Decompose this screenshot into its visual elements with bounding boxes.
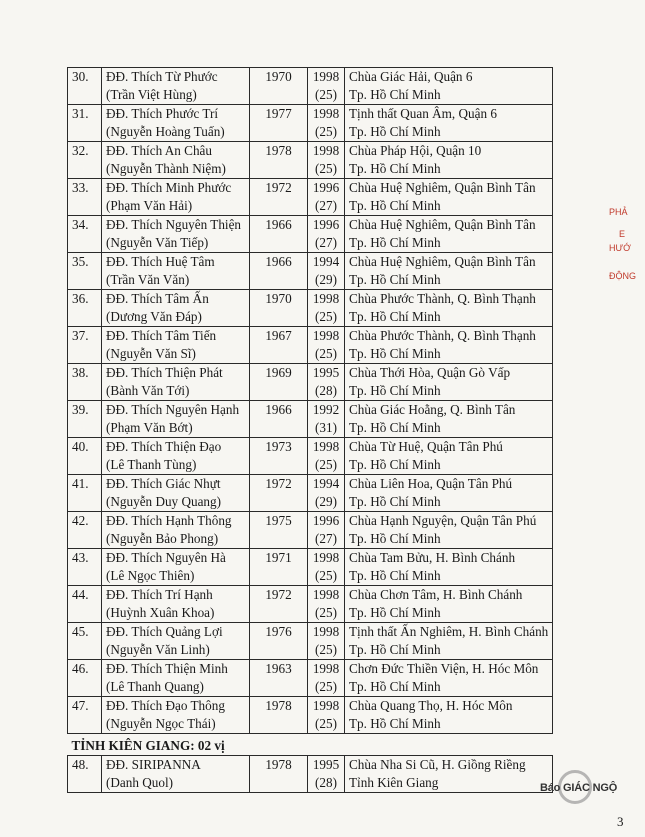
ordination-age: (29) bbox=[315, 494, 337, 509]
ordination-age: (25) bbox=[315, 309, 337, 324]
table-row bbox=[68, 253, 553, 290]
monk-name-cell bbox=[102, 660, 250, 697]
lay-name: (Dương Văn Đáp) bbox=[106, 309, 202, 324]
table-row bbox=[68, 549, 553, 586]
row-number: 48. bbox=[68, 756, 102, 793]
temple-city: Tp. Hồ Chí Minh bbox=[349, 272, 441, 287]
ordination-year: 1998 bbox=[312, 587, 340, 602]
monk-name-cell bbox=[102, 549, 250, 586]
ordination-age: (25) bbox=[315, 642, 337, 657]
temple-city: Tp. Hồ Chí Minh bbox=[349, 235, 441, 250]
birth-year: 1969 bbox=[250, 364, 308, 401]
temple-city: Tp. Hồ Chí Minh bbox=[349, 494, 441, 509]
temple-name: Chùa Phước Thành, Q. Bình Thạnh bbox=[349, 328, 536, 343]
ordination-year: 1996 bbox=[312, 180, 340, 195]
lay-name: (Trần Việt Hùng) bbox=[106, 87, 197, 102]
ordination-age: (31) bbox=[315, 420, 337, 435]
temple-cell bbox=[345, 364, 553, 401]
temple-cell bbox=[345, 756, 553, 793]
section-title: TỈNH KIÊN GIANG: 02 vị bbox=[68, 734, 553, 756]
ordination-year: 1998 bbox=[312, 69, 340, 84]
monk-name-cell bbox=[102, 142, 250, 179]
ordination-year: 1998 bbox=[312, 106, 340, 121]
ordination-year: 1996 bbox=[312, 513, 340, 528]
temple-city: Tỉnh Kiên Giang bbox=[349, 775, 439, 790]
row-number: 46. bbox=[68, 660, 102, 697]
lay-name: (Nguyễn Bảo Phong) bbox=[106, 531, 219, 546]
ordination-cell bbox=[308, 68, 345, 105]
table-row bbox=[68, 68, 553, 105]
temple-name: Chùa Huệ Nghiêm, Quận Bình Tân bbox=[349, 254, 536, 269]
row-number: 44. bbox=[68, 586, 102, 623]
birth-year: 1978 bbox=[250, 697, 308, 734]
birth-year: 1966 bbox=[250, 216, 308, 253]
ordination-year: 1998 bbox=[312, 698, 340, 713]
ordination-year: 1998 bbox=[312, 328, 340, 343]
ordination-age: (25) bbox=[315, 605, 337, 620]
dharma-name: ĐĐ. Thích Thiện Phát bbox=[106, 365, 223, 380]
ordination-cell bbox=[308, 216, 345, 253]
birth-year: 1972 bbox=[250, 586, 308, 623]
row-number: 37. bbox=[68, 327, 102, 364]
table-row bbox=[68, 660, 553, 697]
monk-name-cell bbox=[102, 438, 250, 475]
temple-name: Chùa Huệ Nghiêm, Quận Bình Tân bbox=[349, 180, 536, 195]
monk-name-cell bbox=[102, 179, 250, 216]
monk-name-cell bbox=[102, 364, 250, 401]
temple-name: Chùa Thới Hòa, Quận Gò Vấp bbox=[349, 365, 511, 380]
lay-name: (Trần Văn Văn) bbox=[106, 272, 190, 287]
monk-name-cell bbox=[102, 327, 250, 364]
ordination-age: (25) bbox=[315, 568, 337, 583]
dharma-name: ĐĐ. Thích Tâm Tiến bbox=[106, 328, 217, 343]
temple-city: Tp. Hồ Chí Minh bbox=[349, 605, 441, 620]
dharma-name: ĐĐ. Thích Nguyên Thiện bbox=[106, 217, 242, 232]
birth-year: 1972 bbox=[250, 475, 308, 512]
temple-name: Chùa Chơn Tâm, H. Bình Chánh bbox=[349, 587, 523, 602]
birth-year: 1976 bbox=[250, 623, 308, 660]
birth-year: 1973 bbox=[250, 438, 308, 475]
table-row bbox=[68, 327, 553, 364]
temple-cell bbox=[345, 697, 553, 734]
margin-stamp-line: E bbox=[619, 229, 626, 239]
temple-cell bbox=[345, 142, 553, 179]
temple-cell bbox=[345, 623, 553, 660]
ordination-year: 1995 bbox=[312, 365, 340, 380]
temple-city: Tp. Hồ Chí Minh bbox=[349, 531, 441, 546]
dharma-name: ĐĐ. Thích Hạnh Thông bbox=[106, 513, 232, 528]
dharma-name: ĐĐ. Thích Đạo Thông bbox=[106, 698, 225, 713]
monk-name-cell bbox=[102, 697, 250, 734]
lay-name: (Phạm Văn Hải) bbox=[106, 198, 193, 213]
lay-name: (Lê Thanh Quang) bbox=[106, 679, 204, 694]
temple-city: Tp. Hồ Chí Minh bbox=[349, 198, 441, 213]
temple-cell bbox=[345, 68, 553, 105]
roster-body-hcm bbox=[68, 68, 553, 734]
lay-name: (Nguyễn Duy Quang) bbox=[106, 494, 221, 509]
temple-name: Chùa Từ Huệ, Quận Tân Phú bbox=[349, 439, 503, 454]
temple-cell bbox=[345, 327, 553, 364]
ordination-age: (25) bbox=[315, 457, 337, 472]
lay-name: (Nguyễn Hoàng Tuấn) bbox=[106, 124, 225, 139]
ordination-cell bbox=[308, 253, 345, 290]
ordination-age: (25) bbox=[315, 346, 337, 361]
ordination-cell bbox=[308, 549, 345, 586]
table-row bbox=[68, 364, 553, 401]
ordination-age: (28) bbox=[315, 775, 337, 790]
ordination-age: (25) bbox=[315, 161, 337, 176]
row-number: 32. bbox=[68, 142, 102, 179]
temple-city: Tp. Hồ Chí Minh bbox=[349, 642, 441, 657]
temple-city: Tp. Hồ Chí Minh bbox=[349, 124, 441, 139]
monk-name-cell bbox=[102, 586, 250, 623]
margin-stamp-line: ĐỘNG bbox=[609, 271, 636, 281]
temple-cell bbox=[345, 475, 553, 512]
lay-name: (Huỳnh Xuân Khoa) bbox=[106, 605, 215, 620]
row-number: 31. bbox=[68, 105, 102, 142]
table-row bbox=[68, 290, 553, 327]
row-number: 35. bbox=[68, 253, 102, 290]
ordination-year: 1998 bbox=[312, 624, 340, 639]
temple-cell bbox=[345, 216, 553, 253]
monk-name-cell bbox=[102, 475, 250, 512]
temple-name: Chơn Đức Thiền Viện, H. Hóc Môn bbox=[349, 661, 539, 676]
roster-body-kien-giang bbox=[68, 756, 553, 793]
temple-cell bbox=[345, 401, 553, 438]
margin-stamp-line: HƯỚ bbox=[609, 243, 631, 253]
ordination-cell bbox=[308, 697, 345, 734]
lay-name: (Phạm Văn Bớt) bbox=[106, 420, 193, 435]
margin-stamp-line: PHẢ bbox=[609, 207, 628, 217]
temple-cell bbox=[345, 586, 553, 623]
ordination-year: 1998 bbox=[312, 661, 340, 676]
table-row bbox=[68, 438, 553, 475]
table-row bbox=[68, 586, 553, 623]
temple-name: Chùa Nha Si Cũ, H. Giồng Riềng bbox=[349, 757, 526, 772]
temple-name: Chùa Phước Thành, Q. Bình Thạnh bbox=[349, 291, 536, 306]
monk-name-cell bbox=[102, 623, 250, 660]
birth-year: 1970 bbox=[250, 68, 308, 105]
table-row bbox=[68, 142, 553, 179]
table-row bbox=[68, 475, 553, 512]
birth-year: 1967 bbox=[250, 327, 308, 364]
temple-cell bbox=[345, 512, 553, 549]
ordination-cell bbox=[308, 475, 345, 512]
dharma-name: ĐĐ. Thích Nguyên Hạnh bbox=[106, 402, 240, 417]
temple-city: Tp. Hồ Chí Minh bbox=[349, 346, 441, 361]
dharma-name: ĐĐ. Thích Huệ Tâm bbox=[106, 254, 215, 269]
temple-cell bbox=[345, 179, 553, 216]
monk-name-cell bbox=[102, 105, 250, 142]
birth-year: 1972 bbox=[250, 179, 308, 216]
lay-name: (Nguyễn Văn Tiếp) bbox=[106, 235, 209, 250]
temple-name: Chùa Hạnh Nguyện, Quận Tân Phú bbox=[349, 513, 537, 528]
monk-name-cell bbox=[102, 68, 250, 105]
birth-year: 1963 bbox=[250, 660, 308, 697]
lay-name: (Danh Quol) bbox=[106, 775, 174, 790]
ordination-age: (28) bbox=[315, 383, 337, 398]
section-header-kien-giang bbox=[68, 734, 553, 756]
ordination-year: 1998 bbox=[312, 143, 340, 158]
temple-name: Chùa Tam Bửu, H. Bình Chánh bbox=[349, 550, 516, 565]
temple-city: Tp. Hồ Chí Minh bbox=[349, 420, 441, 435]
dharma-name: ĐĐ. Thích An Châu bbox=[106, 143, 212, 158]
birth-year: 1978 bbox=[250, 142, 308, 179]
page-number: 3 bbox=[617, 814, 624, 829]
temple-name: Tịnh thất Ấn Nghiêm, H. Bình Chánh bbox=[349, 624, 549, 639]
ordination-cell bbox=[308, 290, 345, 327]
row-number: 33. bbox=[68, 179, 102, 216]
lay-name: (Lê Ngọc Thiên) bbox=[106, 568, 195, 583]
temple-cell bbox=[345, 660, 553, 697]
row-number: 38. bbox=[68, 364, 102, 401]
lay-name: (Nguyễn Văn Linh) bbox=[106, 642, 210, 657]
temple-city: Tp. Hồ Chí Minh bbox=[349, 716, 441, 731]
lay-name: (Lê Thanh Tùng) bbox=[106, 457, 197, 472]
row-number: 43. bbox=[68, 549, 102, 586]
table-row bbox=[68, 512, 553, 549]
temple-city: Tp. Hồ Chí Minh bbox=[349, 568, 441, 583]
giac-ngo-logo bbox=[540, 770, 618, 810]
temple-name: Chùa Liên Hoa, Quận Tân Phú bbox=[349, 476, 513, 491]
temple-name: Chùa Huệ Nghiêm, Quận Bình Tân bbox=[349, 217, 536, 232]
ordination-cell bbox=[308, 512, 345, 549]
temple-city: Tp. Hồ Chí Minh bbox=[349, 161, 441, 176]
temple-cell bbox=[345, 105, 553, 142]
dharma-name: ĐĐ. SIRIPANNA bbox=[106, 757, 201, 772]
ordination-year: 1994 bbox=[312, 254, 340, 269]
temple-cell bbox=[345, 438, 553, 475]
ordination-year: 1998 bbox=[312, 439, 340, 454]
row-number: 42. bbox=[68, 512, 102, 549]
dharma-name: ĐĐ. Thích Thiện Đạo bbox=[106, 439, 222, 454]
table-row bbox=[68, 756, 553, 793]
ordination-cell bbox=[308, 179, 345, 216]
monk-name-cell bbox=[102, 290, 250, 327]
birth-year: 1970 bbox=[250, 290, 308, 327]
dharma-name: ĐĐ. Thích Nguyên Hà bbox=[106, 550, 226, 565]
ordination-cell bbox=[308, 327, 345, 364]
dharma-name: ĐĐ. Thích Giác Nhựt bbox=[106, 476, 221, 491]
lay-name: (Nguyễn Ngọc Thái) bbox=[106, 716, 216, 731]
row-number: 39. bbox=[68, 401, 102, 438]
ordination-age: (29) bbox=[315, 272, 337, 287]
ordination-year: 1998 bbox=[312, 550, 340, 565]
lay-name: (Nguyễn Thành Niệm) bbox=[106, 161, 226, 176]
table-row bbox=[68, 105, 553, 142]
ordination-cell bbox=[308, 105, 345, 142]
ordination-age: (25) bbox=[315, 124, 337, 139]
ordination-cell bbox=[308, 401, 345, 438]
table-row bbox=[68, 216, 553, 253]
table-row bbox=[68, 179, 553, 216]
birth-year: 1975 bbox=[250, 512, 308, 549]
row-number: 47. bbox=[68, 697, 102, 734]
ordination-age: (25) bbox=[315, 679, 337, 694]
ordination-cell bbox=[308, 142, 345, 179]
row-number: 30. bbox=[68, 68, 102, 105]
dharma-name: ĐĐ. Thích Minh Phước bbox=[106, 180, 232, 195]
ordination-year: 1996 bbox=[312, 217, 340, 232]
table-row bbox=[68, 623, 553, 660]
ordination-cell bbox=[308, 623, 345, 660]
temple-cell bbox=[345, 290, 553, 327]
ordination-cell bbox=[308, 660, 345, 697]
dharma-name: ĐĐ. Thích Quảng Lợi bbox=[106, 624, 223, 639]
logo-text: Báo GIÁC NGỘ bbox=[540, 782, 618, 794]
table-row bbox=[68, 401, 553, 438]
ordination-cell bbox=[308, 586, 345, 623]
section-row bbox=[68, 734, 553, 756]
ordination-age: (25) bbox=[315, 716, 337, 731]
birth-year: 1966 bbox=[250, 401, 308, 438]
ordination-cell bbox=[308, 756, 345, 793]
temple-name: Tịnh thất Quan Âm, Quận 6 bbox=[349, 106, 497, 121]
ordination-cell bbox=[308, 438, 345, 475]
ordination-age: (27) bbox=[315, 235, 337, 250]
ordination-year: 1995 bbox=[312, 757, 340, 772]
temple-cell bbox=[345, 253, 553, 290]
temple-city: Tp. Hồ Chí Minh bbox=[349, 679, 441, 694]
temple-city: Tp. Hồ Chí Minh bbox=[349, 309, 441, 324]
row-number: 40. bbox=[68, 438, 102, 475]
ordination-cell bbox=[308, 364, 345, 401]
row-number: 34. bbox=[68, 216, 102, 253]
ordination-year: 1992 bbox=[312, 402, 340, 417]
temple-cell bbox=[345, 549, 553, 586]
row-number: 36. bbox=[68, 290, 102, 327]
birth-year: 1977 bbox=[250, 105, 308, 142]
row-number: 41. bbox=[68, 475, 102, 512]
birth-year: 1966 bbox=[250, 253, 308, 290]
ordination-year: 1994 bbox=[312, 476, 340, 491]
dharma-name: ĐĐ. Thích Thiện Minh bbox=[106, 661, 228, 676]
temple-city: Tp. Hồ Chí Minh bbox=[349, 457, 441, 472]
ordination-age: (25) bbox=[315, 87, 337, 102]
lay-name: (Bành Văn Tới) bbox=[106, 383, 190, 398]
temple-city: Tp. Hồ Chí Minh bbox=[349, 87, 441, 102]
monk-name-cell bbox=[102, 253, 250, 290]
row-number: 45. bbox=[68, 623, 102, 660]
ordination-roster-table bbox=[67, 67, 553, 793]
monk-name-cell bbox=[102, 401, 250, 438]
temple-name: Chùa Giác Hải, Quận 6 bbox=[349, 69, 473, 84]
dharma-name: ĐĐ. Thích Phước Trí bbox=[106, 106, 219, 121]
temple-city: Tp. Hồ Chí Minh bbox=[349, 383, 441, 398]
margin-stamp bbox=[609, 205, 645, 283]
temple-name: Chùa Quang Thọ, H. Hóc Môn bbox=[349, 698, 513, 713]
dharma-name: ĐĐ. Thích Từ Phước bbox=[106, 69, 218, 84]
temple-name: Chùa Pháp Hội, Quận 10 bbox=[349, 143, 482, 158]
monk-name-cell bbox=[102, 756, 250, 793]
temple-name: Chùa Giác Hoằng, Q. Bình Tân bbox=[349, 402, 516, 417]
ordination-age: (27) bbox=[315, 531, 337, 546]
dharma-name: ĐĐ. Thích Tâm Ấn bbox=[106, 291, 209, 306]
dharma-name: ĐĐ. Thích Trí Hạnh bbox=[106, 587, 213, 602]
table-row bbox=[68, 697, 553, 734]
monk-name-cell bbox=[102, 512, 250, 549]
lay-name: (Nguyễn Văn Sĩ) bbox=[106, 346, 196, 361]
ordination-age: (27) bbox=[315, 198, 337, 213]
birth-year: 1978 bbox=[250, 756, 308, 793]
ordination-year: 1998 bbox=[312, 291, 340, 306]
monk-name-cell bbox=[102, 216, 250, 253]
birth-year: 1971 bbox=[250, 549, 308, 586]
